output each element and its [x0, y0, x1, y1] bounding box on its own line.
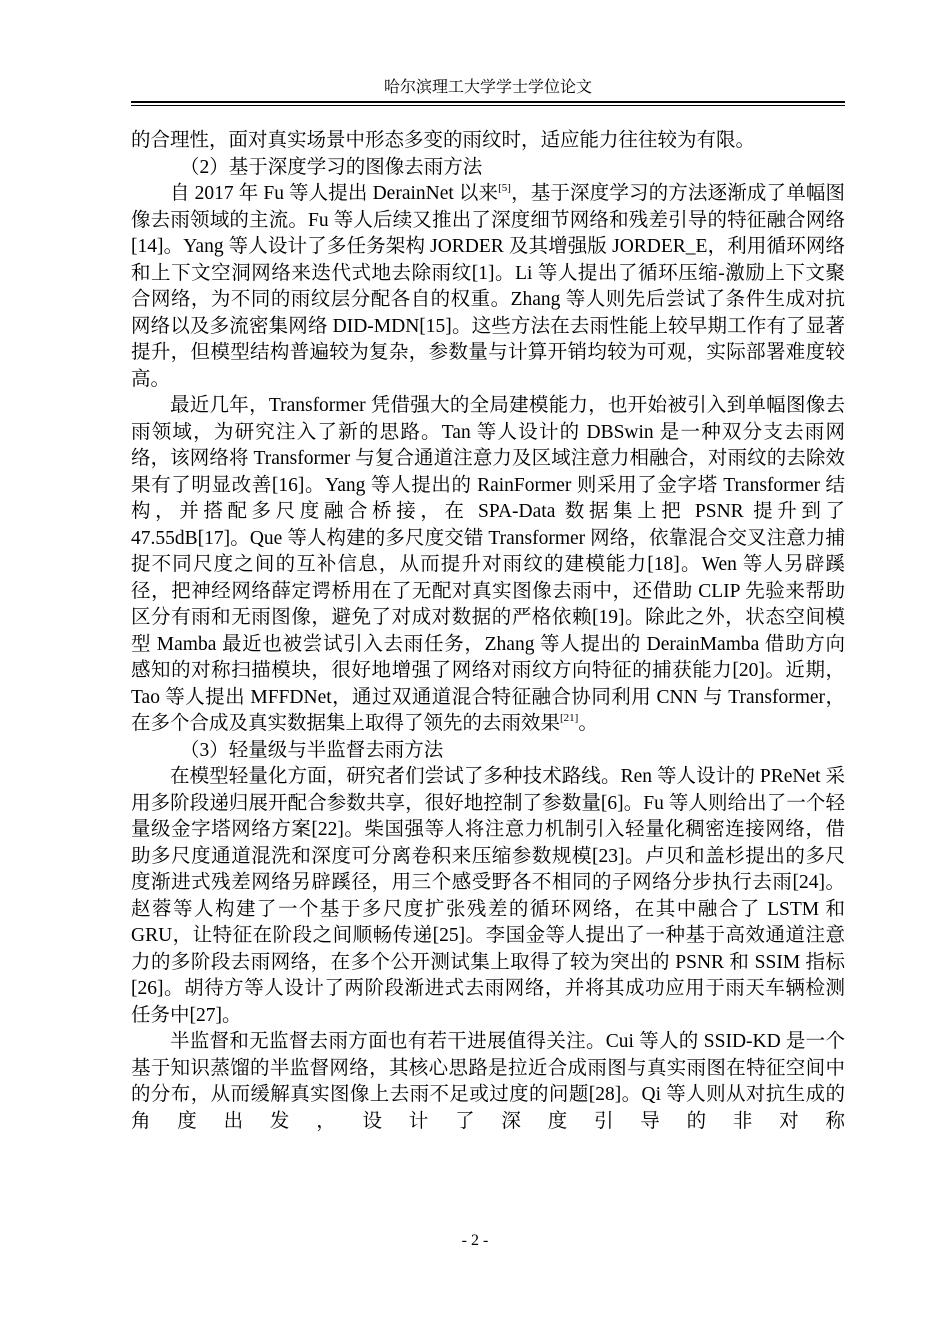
subsection-heading-3: （3）轻量级与半监督去雨方法 [180, 739, 444, 761]
page-number: - 2 - [461, 1232, 489, 1249]
header-rule-thin [131, 105, 845, 106]
subsection-heading-2: （2）基于深度学习的图像去雨方法 [180, 156, 483, 178]
running-header: 哈尔滨理工大学学士学位论文 [383, 79, 592, 96]
page-body [131, 128, 845, 1135]
paragraph-deep-learning [131, 181, 845, 393]
paragraph-text: 。 [578, 713, 598, 734]
paragraph-transformer [131, 393, 845, 738]
citation-superscript: [5] [498, 181, 511, 194]
paragraph-text: ，基于深度学习的方法逐渐成了单幅图像去雨领域的主流。Fu 等人后续又推出了深度细节网络和残差引导的特征融合网络[14]。Yang 等人设计了多任务架构 JORDER 及其增强版 JORDER_E，利用循环网络和上下文空洞网络来迭代式地去除雨纹[1]。Li 等人提出了循环压缩-激励上下文聚合网络，为不同的雨纹层分配各自的权重。Zhang 等人则先后尝试了条件生成对抗网络以及多流密集网络 DID-MDN[15]。这些方法在去雨性能上较早期工作有了显著提升，但模型结构普遍较为复杂，参数量与计算开销均较为可观，实际部署难度较高。 [131, 183, 845, 390]
header-rule-thick [131, 101, 845, 103]
paragraph-text: 自 2017 年 Fu 等人提出 DerainNet 以来 [170, 183, 499, 204]
paragraph-lightweight: 在模型轻量化方面，研究者们尝试了多种技术路线。Ren 等人设计的 PReNet 采用多阶段递归展开配合参数共享，很好地控制了参数量[6]。Fu 等人则给出了一个轻量级金字塔网络方案[22]。柴国强等人将注意力机制引入轻量化稠密连接网络，借助多尺度通道混洗和深度可分离卷积来压缩参数规模[23]。卢贝和盖杉提出的多尺度渐进式残差网络另辟蹊径，用三个感受野各不相同的子网络分步执行去雨[24]。赵蓉等人构建了一个基于多尺度扩张残差的循环网络，在其中融合了 LSTM 和 GRU，让特征在阶段之间顺畅传递[25]。李国金等人提出了一种基于高效通道注意力的多阶段去雨网络，在多个公开测试集上取得了较为突出的 PSNR 和 SSIM 指标[26]。胡待方等人设计了两阶段渐进式去雨网络，并将其成功应用于雨天车辆检测任务中[27]。 [131, 766, 845, 1026]
paragraph-text: 最近几年，Transformer 凭借强大的全局建模能力，也开始被引入到单幅图像去雨领域，为研究注入了新的思路。Tan 等人设计的 DBSwin 是一种双分支去雨网络，该网络将 Transformer 与复合通道注意力及区域注意力相融合，对雨纹的去除效果有了明显改善[16]。Yang 等人提出的 RainFormer 则采用了金字塔 Transformer 结构，并搭配多尺度融合桥接，在 SPA-Data 数据集上把 PSNR 提升到了 47.55dB[17]。Que 等人构建的多尺度交错 Transformer 网络，依靠混合交叉注意力捕捉不同尺度之间的互补信息，从而提升对雨纹的建模能力[18]。Wen 等人另辟蹊径，把神经网络薛定谔桥用在了无配对真实图像去雨中，还借助 CLIP 先验来帮助区分有雨和无雨图像，避免了对成对数据的严格依赖[19]。除此之外，状态空间模型 Mamba 最近也被尝试引入去雨任务，Zhang 等人提出的 DerainMamba 借助方向感知的对称扫描模块，很好地增强了网络对雨纹方向特征的捕获能力[20]。近期，Tao 等人提出 MFFDNet，通过双通道混合特征融合协同利用 CNN 与 Transformer，在多个合成及真实数据集上取得了领先的去雨效果 [131, 395, 845, 734]
paragraph-semi-supervised: 半监督和无监督去雨方面也有若干进展值得关注。Cui 等人的 SSID-KD 是一个基于知识蒸馏的半监督网络，其核心思路是拉近合成雨图与真实雨图在特征空间中的分布，从而缓解真实图像上去雨不足或过度的问题[28]。Qi 等人则从对抗生成的角度出发，设计了深度引导的非对称 [131, 1031, 845, 1132]
paragraph-continuation: 的合理性，面对真实场景中形态多变的雨纹时，适应能力往往较为有限。 [131, 130, 756, 151]
citation-superscript: [21] [560, 711, 579, 724]
